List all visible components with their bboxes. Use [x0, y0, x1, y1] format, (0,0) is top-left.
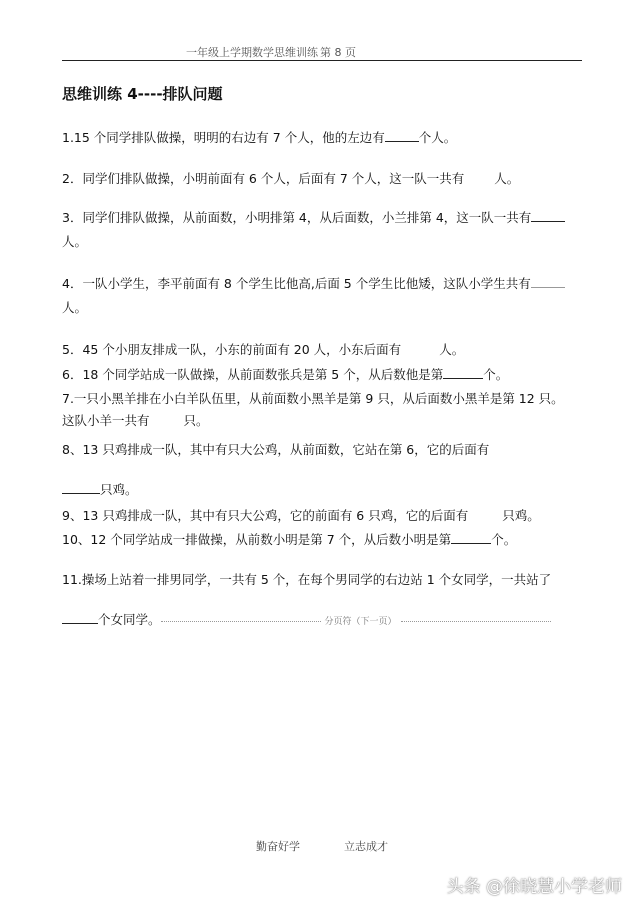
question-4: [62, 274, 584, 318]
worksheet-title: 思维训练 4----排队问题: [62, 85, 223, 103]
question-11: [62, 570, 584, 632]
answer-blank[interactable]: [62, 480, 100, 494]
question-5-unit: 人。: [439, 342, 465, 357]
question-6: [62, 365, 584, 385]
question-11-unit: 个女同学。: [98, 612, 161, 627]
page-break-dots: [161, 620, 321, 622]
question-8-unit: 只鸡。: [100, 482, 138, 497]
question-1-text: 1.15 个同学排队做操，明明的右边有 7 个人，他的左边有: [62, 130, 385, 145]
question-10: [62, 530, 584, 550]
question-2-unit: 人。: [494, 171, 520, 186]
question-4-unit: 人。: [62, 300, 88, 315]
answer-blank[interactable]: [531, 208, 565, 222]
header-page-number: 第 8 页: [320, 46, 356, 59]
header-rule: [62, 60, 582, 61]
question-9: [62, 506, 584, 526]
question-3: [62, 208, 584, 252]
watermark: 头条 @徐晓慧小学老师: [446, 877, 622, 897]
question-8: [62, 440, 584, 500]
question-9-text: 9、13 只鸡排成一队，其中有只大公鸡，它的前面有 6 只鸡，它的后面有: [62, 508, 469, 523]
question-5-text: 5．45 个小朋友排成一队，小东的前面有 20 人，小东后面有: [62, 342, 402, 357]
answer-blank[interactable]: [62, 610, 98, 624]
header-title: 一年级上学期数学思维训练: [186, 46, 318, 59]
question-8-text: 8、13 只鸡排成一队，其中有只大公鸡，从前面数，它站在第 6，它的后面有: [62, 442, 490, 457]
page-break-label: 分页符（下一页）: [324, 617, 397, 627]
question-10-text: 10、12 个同学站成一排做操，从前数小明是第 7 个，从后数小明是第: [62, 532, 452, 547]
question-10-unit: 个。: [491, 532, 517, 547]
question-7-text-2: 这队小羊一共有: [62, 413, 150, 428]
answer-blank[interactable]: [385, 128, 419, 142]
question-6-text: 6．18 个同学站成一队做操，从前面数张兵是第 5 个，从后数他是第: [62, 367, 444, 382]
question-6-unit: 个。: [483, 367, 509, 382]
footer-left: 勤奋好学: [256, 840, 300, 853]
question-1-unit: 个人。: [418, 130, 457, 145]
question-7-unit: 只。: [183, 413, 209, 428]
question-5: [62, 340, 584, 360]
question-4-text: 4．一队小学生，李平前面有 8 个学生比他高,后面 5 个学生比他矮，这队小学生共有: [62, 276, 531, 291]
question-3-unit: 人。: [62, 234, 88, 249]
answer-blank[interactable]: [443, 365, 483, 379]
page-break-dots: [401, 620, 551, 622]
question-11-text: 11.操场上站着一排男同学，一共有 5 个，在每个男同学的右边站 1 个女同学，一共站了: [62, 572, 552, 587]
question-2: [62, 169, 584, 189]
question-2-text: 2．同学们排队做操，小明前面有 6 个人，后面有 7 个人，这一队一共有: [62, 171, 465, 186]
answer-blank[interactable]: [451, 530, 491, 544]
answer-blank[interactable]: [531, 274, 565, 288]
footer-right: 立志成才: [344, 840, 388, 853]
question-1: [62, 128, 584, 148]
question-9-unit: 只鸡。: [502, 508, 540, 523]
question-7-text: 7.一只小黑羊排在小白羊队伍里，从前面数小黑羊是第 9 只，从后面数小黑羊是第 12 只。: [62, 391, 564, 406]
question-7: [62, 389, 584, 431]
question-3-text: 3．同学们排队做操，从前面数，小明排第 4，从后面数，小兰排第 4，这一队一共有: [62, 210, 532, 225]
